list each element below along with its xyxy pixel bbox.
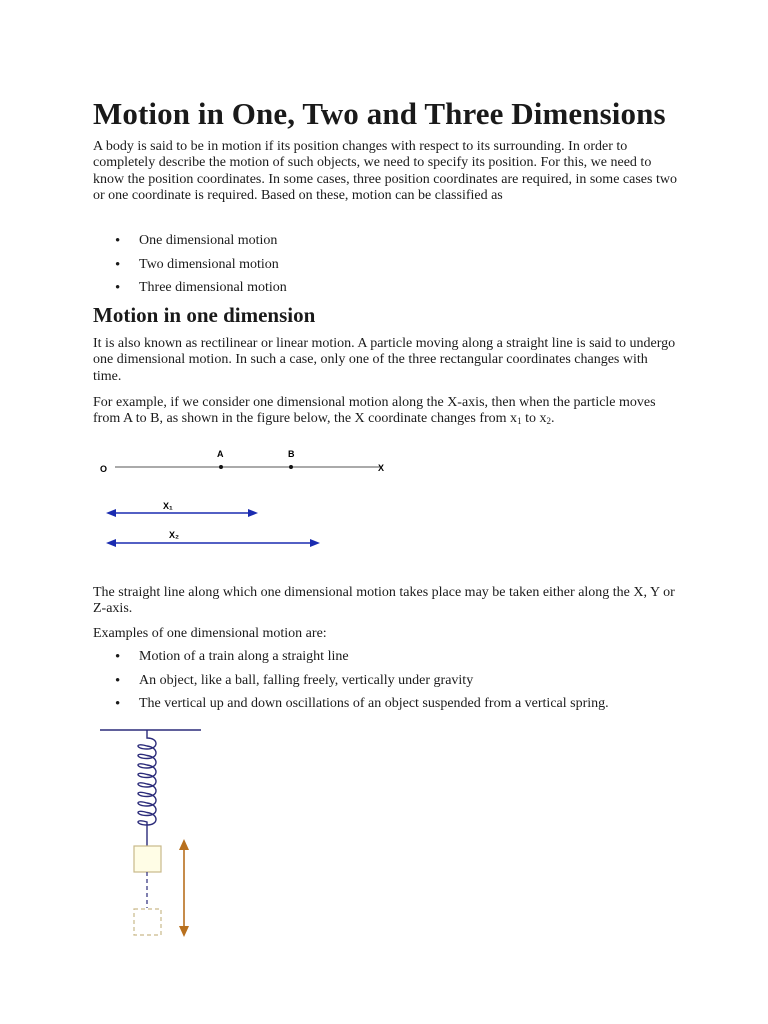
oscillation-arrow-up-head [179, 839, 189, 850]
x1-arrow-right-head [248, 509, 258, 517]
examples-intro: Examples of one dimensional motion are: [93, 626, 327, 641]
point-b-label: B [288, 449, 295, 459]
point-b [289, 465, 293, 469]
list-item: • One dimensional motion [93, 233, 287, 257]
example-paragraph [93, 395, 678, 430]
x1-label: X₁ [163, 501, 173, 511]
example-text-end: . [550, 411, 555, 427]
example-text: For example, if we consider one dimensional motion along the X-axis, then when the particle moves from A to B, as shown in the figure below, the X coordinate changes from x [93, 395, 656, 427]
list-item: • The vertical up and down oscillations of an object suspended from a vertical spring. [93, 696, 609, 720]
axis-label: X [378, 463, 385, 473]
x1-arrow-left-head [106, 509, 116, 517]
subscript-2: 2 [546, 416, 551, 427]
x2-label: X₂ [169, 530, 180, 540]
subscript-1: 1 [517, 416, 522, 427]
axis-paragraph: The straight line along which one dimensional motion takes place may be taken either along the X, Y or Z-axis. [93, 585, 675, 617]
spring-figure [95, 722, 215, 947]
intro-paragraph: A body is said to be in motion if its position changes with respect to its surrounding. In order to completely describe the motion of such objects, we need to specify its position. For this, we need to know the position coordinates. In some cases, three position coordinates are required, in some cases two or one coordinate is required. Based on these, motion can be classified as [93, 139, 677, 204]
list-item: • Motion of a train along a straight line [93, 649, 609, 673]
mass-block-displaced [134, 909, 161, 935]
point-a [219, 465, 223, 469]
point-a-label: A [217, 449, 224, 459]
list-item: • Two dimensional motion [93, 257, 287, 281]
list-item: • Three dimensional motion [93, 280, 287, 304]
x2-arrow-left-head [106, 539, 116, 547]
motion-types-list [93, 233, 287, 304]
section-heading: Motion in one dimension [93, 303, 316, 327]
one-dimension-figure [95, 440, 395, 555]
example-text-to: to x [521, 411, 547, 427]
x2-arrow-right-head [310, 539, 320, 547]
examples-list [93, 649, 609, 720]
mass-block [134, 846, 161, 872]
definition-paragraph: It is also known as rectilinear or linear motion. A particle moving along a straight line is said to undergo one dimensional motion. In such a case, only one of the three rectangular coordinates changes with time. [93, 336, 676, 384]
origin-label: O [100, 464, 108, 474]
list-item: • An object, like a ball, falling freely, vertically under gravity [93, 673, 609, 697]
spring-coil [138, 730, 156, 828]
oscillation-arrow-down-head [179, 926, 189, 937]
page-title: Motion in One, Two and Three Dimensions [93, 96, 666, 131]
